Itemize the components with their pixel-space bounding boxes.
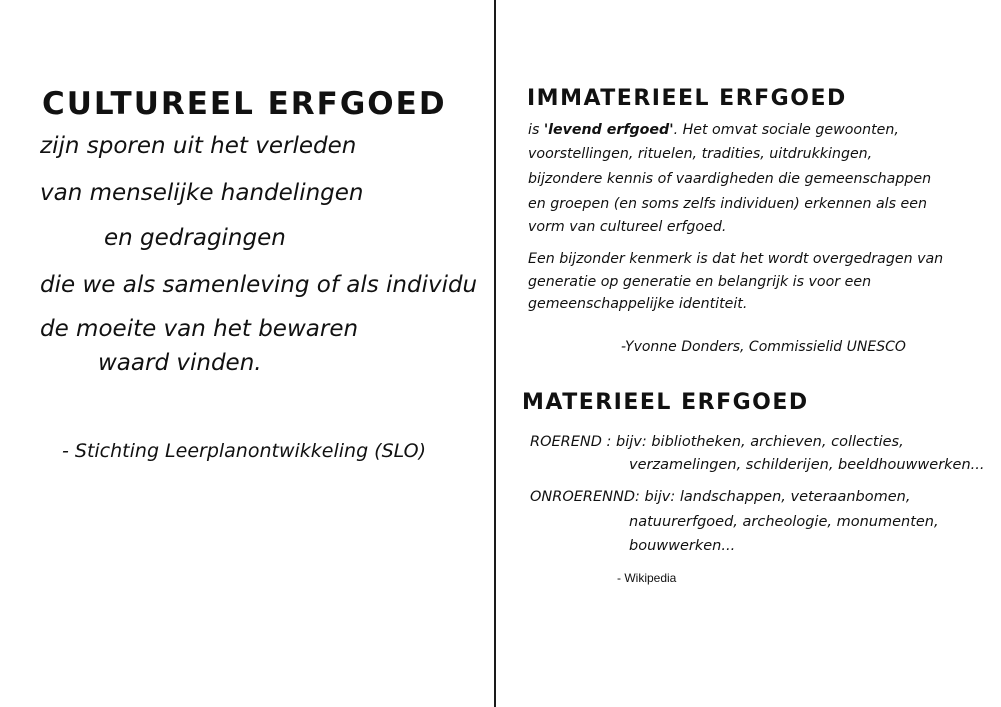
onroerend-line-3: bouwwerken...: [629, 538, 736, 554]
left-title: CULTUREEL ERFGOED: [42, 86, 447, 122]
materieel-source: - Wikipedia: [617, 571, 677, 585]
immaterieel-line-4: vorm van cultureel erfgoed.: [528, 219, 727, 235]
intro-prefix: is: [528, 122, 544, 138]
onroerend-line-2: natuurerfgoed, archeologie, monumenten,: [629, 514, 939, 530]
immaterieel-line-6: generatie op generatie en belangrijk is voor een: [528, 274, 872, 290]
intro-rest: . Het omvat sociale gewoonten,: [673, 122, 899, 138]
materieel-heading: MATERIEEL ERFGOED: [522, 390, 809, 415]
left-line-2: van menselijke handelingen: [40, 180, 364, 206]
immaterieel-intro: [528, 122, 899, 138]
roerend-line-2: verzamelingen, schilderijen, beeldhouwwerken...: [629, 457, 985, 473]
intro-emphasis: 'levend erfgoed': [543, 122, 674, 138]
immaterieel-heading: IMMATERIEEL ERFGOED: [527, 86, 847, 111]
immaterieel-line-7: gemeenschappelijke identiteit.: [528, 296, 748, 312]
immaterieel-source: -Yvonne Donders, Commissielid UNESCO: [621, 339, 906, 355]
left-line-4: die we als samenleving of als individu: [40, 272, 478, 298]
onroerend-line-1: ONROERENND: bijv: landschappen, veteraanbomen,: [530, 489, 911, 505]
immaterieel-line-5: Een bijzonder kenmerk is dat het wordt overgedragen van: [528, 251, 944, 267]
left-line-6: waard vinden.: [98, 350, 262, 376]
immaterieel-line-2: bijzondere kennis of vaardigheden die gemeenschappen: [528, 171, 932, 187]
left-line-3: en gedragingen: [104, 225, 286, 251]
left-line-5: de moeite van het bewaren: [40, 316, 359, 342]
center-fold-line: [494, 0, 496, 707]
left-source: - Stichting Leerplanontwikkeling (SLO): [62, 440, 427, 462]
roerend-line-1: ROEREND : bijv: bibliotheken, archieven, collecties,: [530, 434, 904, 450]
immaterieel-line-3: en groepen (en soms zelfs individuen) erkennen als een: [528, 196, 927, 212]
left-line-1: zijn sporen uit het verleden: [40, 133, 357, 159]
immaterieel-line-1: voorstellingen, rituelen, tradities, uitdrukkingen,: [528, 146, 873, 162]
